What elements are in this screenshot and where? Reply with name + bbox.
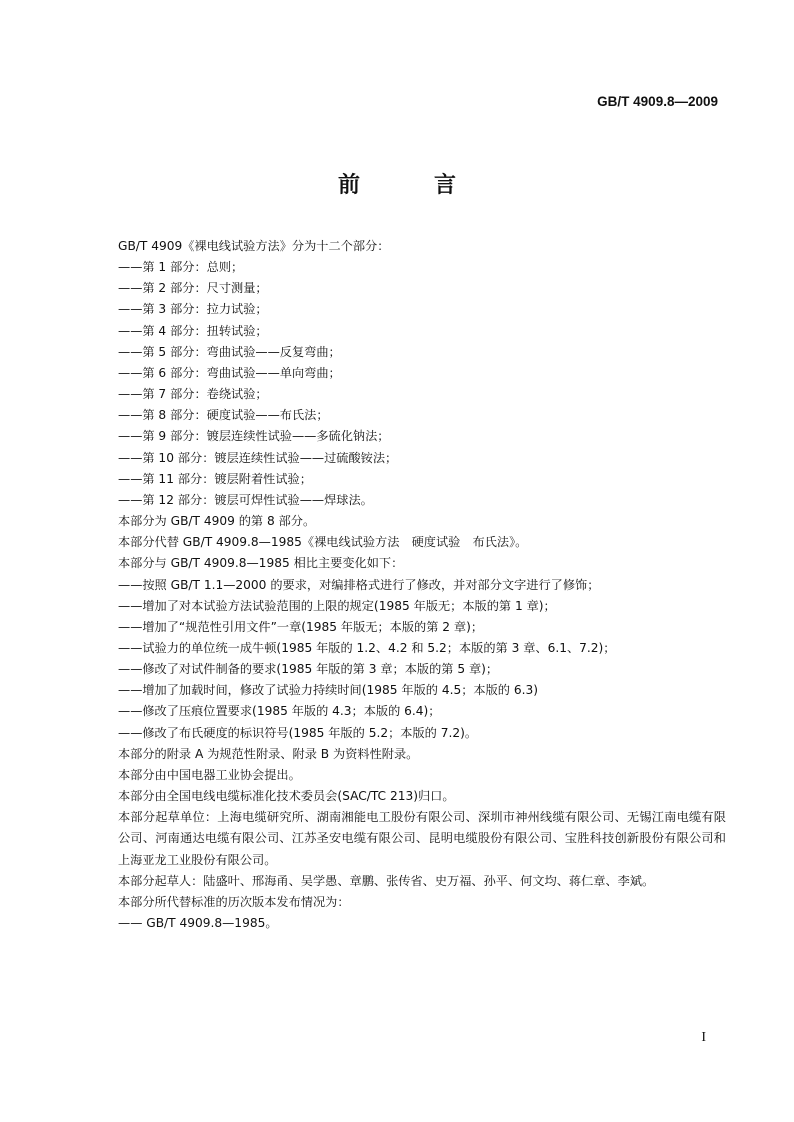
list-item: ——修改了布氏硬度的标识符号(1985 年版的 5.2；本版的 7.2)。	[118, 725, 478, 740]
text-line: 本部分的附录 A 为规范性附录、附录 B 为资料性附录。	[118, 746, 419, 761]
list-item: ——第 12 部分：镀层可焊性试验——焊球法。	[118, 492, 373, 507]
list-item: ——第 7 部分：卷绕试验；	[118, 387, 268, 402]
text-line: 本部分由中国电器工业协会提出。	[118, 767, 301, 782]
drafters-line: 本部分起草人：陆盛叶、邢海甬、吴学愚、章鹏、张传省、史万福、孙平、何文均、蒋仁章、李斌。	[118, 873, 655, 888]
list-item: ——按照 GB/T 1.1—2000 的要求，对编排格式进行了修改，并对部分文字进行了修饰；	[118, 577, 600, 592]
text-line: 本部分代替 GB/T 4909.8—1985《裸电线试验方法 硬度试验 布氏法》。	[118, 535, 528, 550]
list-item: ——第 5 部分：弯曲试验——反复弯曲；	[118, 344, 341, 359]
list-item: ——第 11 部分：镀层附着性试验；	[118, 471, 312, 486]
foreword-body	[118, 236, 726, 934]
drafting-units-paragraph: 本部分起草单位：上海电缆研究所、湖南湘能电工股份有限公司、深圳市神州线缆有限公司、无锡江南电缆有限公司、河南通达电缆有限公司、江苏圣安电缆有限公司、昆明电缆股份有限公司、宝胜科技创新股份有限公司和上海亚龙工业股份有限公司。	[118, 810, 726, 867]
list-item: ——试验力的单位统一成牛顿(1985 年版的 1.2、4.2 和 5.2；本版的第 3 章、6.1、7.2)；	[118, 640, 616, 655]
list-item: ——修改了对试件制备的要求(1985 年版的第 3 章；本版的第 5 章)；	[118, 662, 499, 677]
list-item: ——增加了“规范性引用文件”一章(1985 年版无；本版的第 2 章)；	[118, 619, 484, 634]
list-item: ——第 3 部分：拉力试验；	[118, 302, 268, 317]
list-item: ——第 9 部分：镀层连续性试验——多硫化钠法；	[118, 429, 390, 444]
page-title: 前 言	[337, 173, 482, 198]
text-line: 本部分与 GB/T 4909.8—1985 相比主要变化如下：	[118, 556, 404, 571]
text-line: 本部分由全国电线电缆标准化技术委员会(SAC/TC 213)归口。	[118, 789, 455, 804]
page-number: I	[701, 1030, 706, 1045]
list-item: ——第 4 部分：扭转试验；	[118, 323, 268, 338]
list-item: ——第 6 部分：弯曲试验——单向弯曲；	[118, 365, 341, 380]
list-item: ——修改了压痕位置要求(1985 年版的 4.3；本版的 6.4)；	[118, 704, 441, 719]
list-item: ——第 2 部分：尺寸测量；	[118, 281, 268, 296]
list-item: —— GB/T 4909.8—1985。	[118, 916, 278, 930]
text-line: GB/T 4909《裸电线试验方法》分为十二个部分：	[118, 239, 390, 253]
list-item: ——第 8 部分：硬度试验——布氏法；	[118, 408, 329, 423]
text-line: 本部分所代替标准的历次版本发布情况为：	[118, 894, 350, 909]
list-item: ——第 1 部分：总则；	[118, 260, 244, 275]
list-item: ——增加了对本试验方法试验范围的上限的规定(1985 年版无；本版的第 1 章)；	[118, 598, 556, 613]
standard-number: GB/T 4909.8—2009	[597, 94, 718, 109]
list-item: ——增加了加载时间，修改了试验力持续时间(1985 年版的 4.5；本版的 6.3)	[118, 683, 538, 698]
text-line: 本部分为 GB/T 4909 的第 8 部分。	[118, 514, 316, 529]
list-item: ——第 10 部分：镀层连续性试验——过硫酸铵法；	[118, 450, 398, 465]
